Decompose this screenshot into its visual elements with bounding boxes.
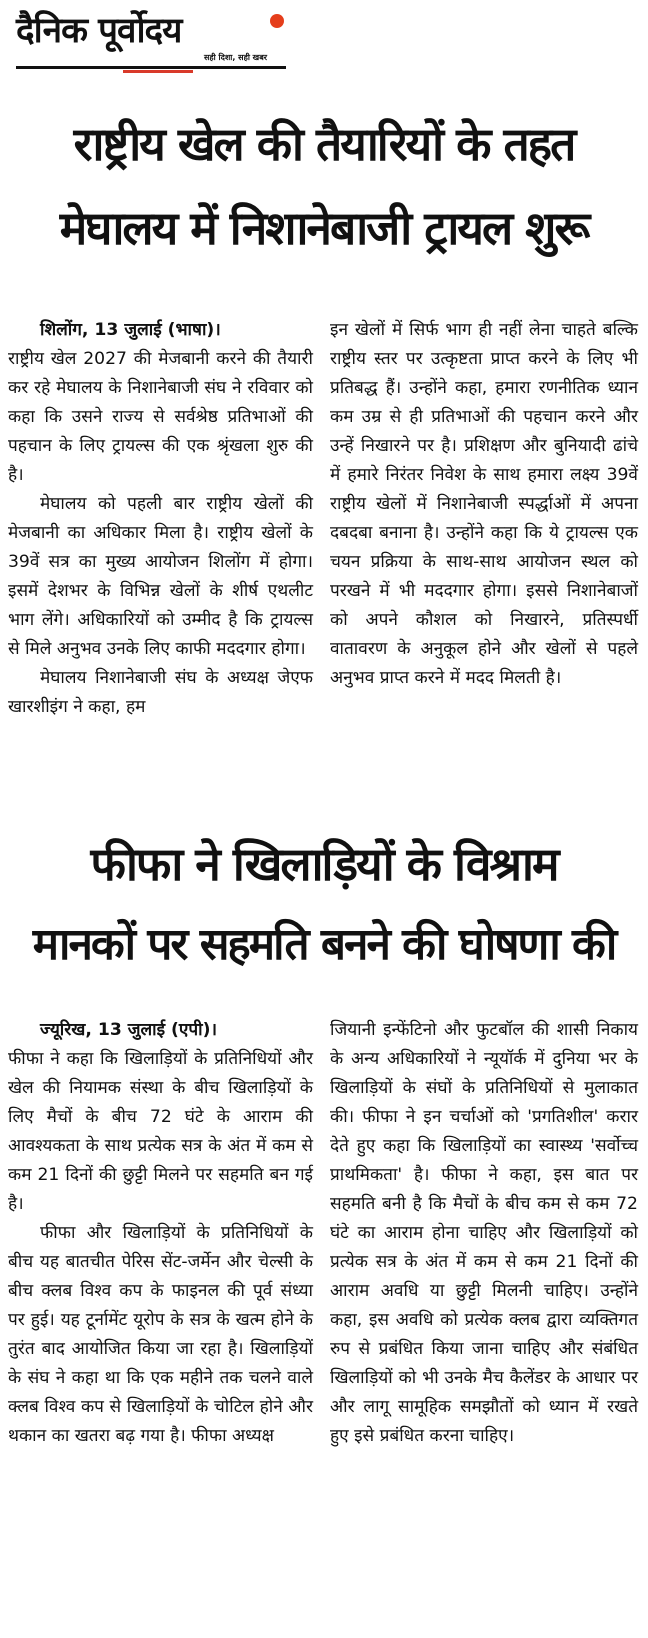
article2-column-1 — [8, 1016, 313, 1451]
article1-dateline: शिलोंग, 13 जुलाई (भाषा)। — [40, 320, 221, 340]
masthead-accent-rule — [123, 70, 193, 73]
article2-paragraph: फीफा ने कहा कि खिलाड़ियों के प्रतिनिधियों और खेल की नियामक संस्था के बीच खिलाड़ियों के लिए मैचों के बीच 72 घंटे के आराम की आवश्यकता के साथ प्रत्येक सत्र के अंत में कम से कम 21 दिनों की छुट्टी मिलने पर सहमति बन गई है। — [8, 1049, 313, 1214]
logo-tagline: सही दिशा, सही खबर — [204, 53, 268, 62]
article1-headline-line2: मेघालय में निशानेबाजी ट्रायल शुरू — [59, 201, 589, 255]
article1-column-1 — [8, 316, 313, 722]
logo-sun-icon — [270, 14, 284, 28]
article1-paragraph: इन खेलों में सिर्फ भाग ही नहीं लेना चाहते बल्कि राष्ट्रीय स्तर पर उत्कृष्टता प्राप्त करने के लिए भी प्रतिबद्ध हैं। उन्होंने कहा, हमारा रणनीतिक ध्यान कम उम्र से ही प्रतिभाओं की पहचान करने और उन्हें निखारने पर है। प्रशिक्षण और बुनियादी ढांचे में हमारे निरंतर निवेश के साथ हमारा लक्ष्य 39वें राष्ट्रीय खेलों में निशानेबाजी स्पर्द्धाओं में अपना दबदबा बनाना है। उन्होंने कहा कि ये ट्रायल्स एक चयन प्रक्रिया के साथ-साथ आयोजन स्थल को परखने में भी मददगार होगा। इससे निशानेबाजों को अपने कौशल को निखारने, प्रतिस्पर्धी वातावरण के अनुकूल होने और खेलों से पहले अनुभव प्राप्त करने में मदद मिलती है। — [330, 320, 638, 688]
article2-column-2 — [330, 1016, 638, 1451]
article2-paragraph: जियानी इन्फेंटिनो और फुटबॉल की शासी निकाय के अन्य अधिकारियों ने न्यूयॉर्क में दुनिया भर के खिलाड़ियों के संघों के प्रतिनिधियों से मुलाकात की। फीफा ने इन चर्चाओं को 'प्रगतिशील' करार देते हुए कहा कि खिलाड़ियों का स्वास्थ्य 'सर्वोच्च प्राथमिकता' है। फीफा ने कहा, इस बात पर सहमति बनी है कि मैचों के बीच कम से कम 72 घंटे का आराम होना चाहिए और खिलाड़ियों को प्रत्येक सत्र के अंत में कम से कम 21 दिनों की आराम अवधि या छुट्टी मिलनी चाहिए। उन्होंने कहा, इस अवधि को प्रत्येक क्लब द्वारा व्यक्तिगत रुप से प्रबंधित किया जाना चाहिए और संबंधित खिलाड़ियों को भी उनके मैच कैलेंडर के आधार पर और लागू सामूहिक समझौतों को ध्यान में रखते हुए इसे प्रबंधित करना चाहिए। — [330, 1020, 638, 1446]
article1-paragraph: मेघालय निशानेबाजी संघ के अध्यक्ष जेएफ खारशीइंग ने कहा, हम — [8, 668, 313, 717]
article2-headline-line1: फीफा ने खिलाड़ियों के विश्राम — [90, 837, 558, 891]
article2-headline-line2: मानकों पर सहमति बनने की घोषणा की — [32, 919, 616, 970]
masthead — [8, 4, 308, 70]
article2-dateline: ज्यूरिख, 13 जुलाई (एपी)। — [40, 1020, 217, 1040]
article1-paragraph: मेघालय को पहली बार राष्ट्रीय खेलों की मेजबानी का अधिकार मिला है। राष्ट्रीय खेलों के 39वें सत्र का मुख्य आयोजन शिलोंग में होगा। इसमें देशभर के विभिन्न खेलों के शीर्ष एथलीट भाग लेंगे। अधिकारियों को उम्मीद है कि ट्रायल्स से मिले अनुभव उनके लिए काफी मददगार होगा। — [8, 494, 313, 659]
article1-paragraph: राष्ट्रीय खेल 2027 की मेजबानी करने की तैयारी कर रहे मेघालय के निशानेबाजी संघ ने रविवार को कहा कि उसने राज्य से सर्वश्रेष्ठ प्रतिभाओं की पहचान के लिए ट्रायल्स की एक श्रृंखला शुरु की है। — [8, 349, 313, 485]
masthead-rule — [16, 66, 286, 69]
article2-paragraph: फीफा और खिलाड़ियों के प्रतिनिधियों के बीच यह बातचीत पेरिस सेंट-जर्मेन और चेल्सी के बीच क्लब विश्व कप के फाइनल की पूर्व संध्या पर हुई। यह टूर्नामेंट यूरोप के सत्र के खत्म होने के तुरंत बाद आयोजित किया जा रहा है। खिलाड़ियों के संघ ने कहा था कि एक महीने तक चलने वाले क्लब विश्व कप से खिलाड़ियों के चोटिल होने और थकान का खतरा बढ़ गया है। फीफा अध्यक्ष — [8, 1223, 313, 1446]
article1-column-2 — [330, 316, 638, 693]
newspaper-logo: दैनिक पूर्वोदय — [16, 11, 182, 51]
article1-headline-line1: राष्ट्रीय खेल की तैयारियों के तहत — [73, 117, 575, 171]
